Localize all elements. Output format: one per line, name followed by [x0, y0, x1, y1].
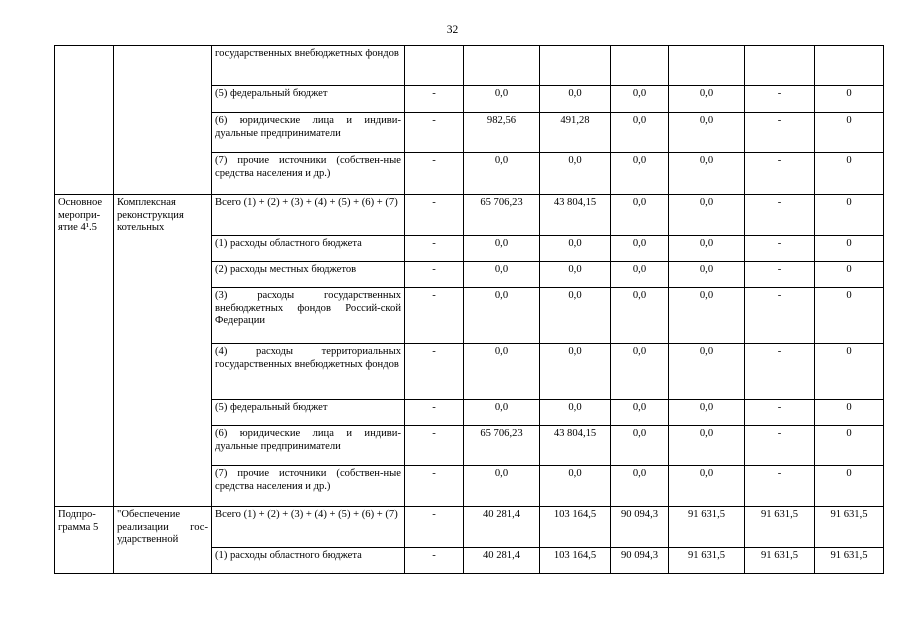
- event-cell: Основное меропри-ятие 4¹.5: [55, 195, 114, 507]
- value-cell: 43 804,15: [540, 195, 611, 236]
- value-cell: 103 164,5: [540, 548, 611, 574]
- value-cell: 0: [815, 153, 884, 195]
- value-cell: [745, 46, 815, 86]
- value-cell: -: [405, 153, 464, 195]
- value-cell: 0,0: [611, 113, 669, 153]
- value-cell: 0,0: [669, 113, 745, 153]
- funding-source-cell: (5) федеральный бюджет: [212, 400, 405, 426]
- value-cell: 0: [815, 236, 884, 262]
- value-cell: 0,0: [669, 236, 745, 262]
- value-cell: 0,0: [611, 153, 669, 195]
- value-cell: 91 631,5: [745, 507, 815, 548]
- value-cell: [815, 46, 884, 86]
- value-cell: 91 631,5: [745, 548, 815, 574]
- value-cell: 0: [815, 426, 884, 466]
- value-cell: 0,0: [464, 236, 540, 262]
- value-cell: 0: [815, 195, 884, 236]
- value-cell: 91 631,5: [815, 507, 884, 548]
- funding-source-cell: Всего (1) + (2) + (3) + (4) + (5) + (6) + (7): [212, 507, 405, 548]
- funding-source-cell: (1) расходы областного бюджета: [212, 548, 405, 574]
- value-cell: -: [405, 466, 464, 507]
- value-cell: 0,0: [611, 288, 669, 344]
- value-cell: -: [745, 288, 815, 344]
- funding-source-cell: (4) расходы территориальных государственных внебюджетных фондов: [212, 344, 405, 400]
- value-cell: 0,0: [669, 262, 745, 288]
- funding-source-cell: государственных внебюджетных фондов: [212, 46, 405, 86]
- value-cell: 0,0: [611, 400, 669, 426]
- value-cell: 0,0: [464, 86, 540, 113]
- funding-source-cell: (3) расходы государственных внебюджетных фондов Россий-ской Федерации: [212, 288, 405, 344]
- value-cell: 0: [815, 400, 884, 426]
- value-cell: -: [745, 344, 815, 400]
- value-cell: 0: [815, 86, 884, 113]
- value-cell: 0,0: [669, 466, 745, 507]
- value-cell: 982,56: [464, 113, 540, 153]
- value-cell: -: [745, 400, 815, 426]
- value-cell: -: [405, 262, 464, 288]
- value-cell: -: [405, 400, 464, 426]
- value-cell: 91 631,5: [815, 548, 884, 574]
- value-cell: 0: [815, 262, 884, 288]
- value-cell: -: [745, 113, 815, 153]
- event-cell: Подпро-грамма 5: [55, 507, 114, 574]
- value-cell: -: [405, 236, 464, 262]
- value-cell: -: [405, 426, 464, 466]
- table-row: [55, 46, 884, 86]
- value-cell: 0,0: [464, 400, 540, 426]
- value-cell: 0,0: [611, 466, 669, 507]
- value-cell: 0: [815, 344, 884, 400]
- budget-table: [54, 45, 884, 574]
- funding-source-cell: (6) юридические лица и индиви-дуальные предприниматели: [212, 426, 405, 466]
- value-cell: [540, 46, 611, 86]
- funding-source-cell: (7) прочие источники (собствен-ные средства населения и др.): [212, 153, 405, 195]
- value-cell: 91 631,5: [669, 507, 745, 548]
- value-cell: [405, 46, 464, 86]
- value-cell: 0,0: [611, 344, 669, 400]
- value-cell: -: [745, 262, 815, 288]
- value-cell: -: [405, 113, 464, 153]
- funding-source-cell: Всего (1) + (2) + (3) + (4) + (5) + (6) + (7): [212, 195, 405, 236]
- value-cell: -: [405, 344, 464, 400]
- funding-source-cell: (5) федеральный бюджет: [212, 86, 405, 113]
- value-cell: 0,0: [611, 426, 669, 466]
- value-cell: 0,0: [540, 400, 611, 426]
- value-cell: 65 706,23: [464, 426, 540, 466]
- value-cell: 0,0: [669, 153, 745, 195]
- value-cell: 0: [815, 288, 884, 344]
- value-cell: -: [745, 153, 815, 195]
- value-cell: 0,0: [540, 262, 611, 288]
- funding-source-cell: (7) прочие источники (собствен-ные средства населения и др.): [212, 466, 405, 507]
- value-cell: 0: [815, 113, 884, 153]
- value-cell: 91 631,5: [669, 548, 745, 574]
- value-cell: 0,0: [540, 288, 611, 344]
- value-cell: 40 281,4: [464, 507, 540, 548]
- value-cell: -: [745, 195, 815, 236]
- page-number: 32: [446, 24, 459, 36]
- value-cell: -: [405, 195, 464, 236]
- value-cell: 0,0: [611, 236, 669, 262]
- value-cell: 0,0: [540, 153, 611, 195]
- value-cell: 0,0: [464, 288, 540, 344]
- value-cell: 0,0: [669, 288, 745, 344]
- value-cell: 0,0: [669, 426, 745, 466]
- value-cell: 0,0: [464, 466, 540, 507]
- title-cell: [114, 46, 212, 195]
- value-cell: 0,0: [669, 195, 745, 236]
- value-cell: 0,0: [464, 262, 540, 288]
- value-cell: -: [405, 288, 464, 344]
- value-cell: 40 281,4: [464, 548, 540, 574]
- value-cell: 0,0: [540, 466, 611, 507]
- value-cell: 0,0: [540, 344, 611, 400]
- value-cell: 0,0: [611, 195, 669, 236]
- value-cell: 0,0: [464, 344, 540, 400]
- funding-source-cell: (6) юридические лица и индиви-дуальные предприниматели: [212, 113, 405, 153]
- value-cell: -: [405, 86, 464, 113]
- funding-source-cell: (2) расходы местных бюджетов: [212, 262, 405, 288]
- value-cell: -: [745, 426, 815, 466]
- funding-source-cell: (1) расходы областного бюджета: [212, 236, 405, 262]
- value-cell: [669, 46, 745, 86]
- value-cell: [464, 46, 540, 86]
- value-cell: 103 164,5: [540, 507, 611, 548]
- table-row: [55, 195, 884, 236]
- value-cell: 0: [815, 466, 884, 507]
- value-cell: 0,0: [669, 344, 745, 400]
- value-cell: -: [745, 466, 815, 507]
- table-row: [55, 507, 884, 548]
- value-cell: 0,0: [540, 236, 611, 262]
- value-cell: 90 094,3: [611, 548, 669, 574]
- value-cell: 0,0: [669, 400, 745, 426]
- value-cell: 0,0: [464, 153, 540, 195]
- value-cell: -: [405, 507, 464, 548]
- value-cell: -: [405, 548, 464, 574]
- value-cell: 0,0: [540, 86, 611, 113]
- title-cell: "Обеспечение реализации гос-ударственной: [114, 507, 212, 574]
- value-cell: [611, 46, 669, 86]
- value-cell: 0,0: [611, 86, 669, 113]
- title-cell: Комплексная реконструкция котельных: [114, 195, 212, 507]
- value-cell: 90 094,3: [611, 507, 669, 548]
- value-cell: 65 706,23: [464, 195, 540, 236]
- value-cell: -: [745, 236, 815, 262]
- value-cell: 491,28: [540, 113, 611, 153]
- value-cell: 0,0: [669, 86, 745, 113]
- event-cell: [55, 46, 114, 195]
- value-cell: 0,0: [611, 262, 669, 288]
- value-cell: 43 804,15: [540, 426, 611, 466]
- value-cell: -: [745, 86, 815, 113]
